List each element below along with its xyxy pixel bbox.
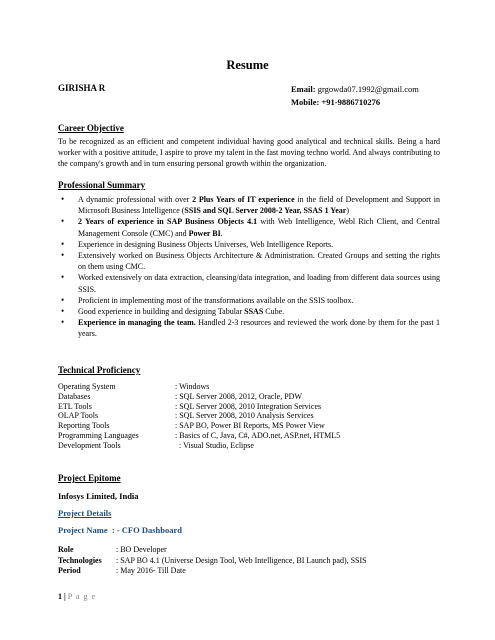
technical-heading: Technical Proficiency (58, 365, 141, 375)
contact-block (291, 83, 419, 109)
list-item: • 2 Years of experience in SAP Business Objects 4.1 with Web Intelligence, Webl Rich Client, and Central Management Console (CMC) and Power BI. (61, 216, 440, 238)
bullet-icon: • (61, 250, 65, 261)
project-name: Project Name : - CFO Dashboard (58, 525, 183, 535)
list-item: • Good experience in building and designing Tabular SSAS Cube. (61, 306, 285, 317)
email-line (291, 83, 419, 96)
bullet-icon: • (61, 194, 65, 204)
career-heading: Career Objective (58, 123, 124, 133)
table-row: Technologies : SAP BO 4.1 (Universe Design Tool, Web Intelligence, BI Launch pad), SSIS (58, 555, 367, 565)
table-row: Programming Languages : Basics of C, Java, C#, ADO.net, ASP.net, HTML5 (58, 430, 341, 440)
page-footer (58, 592, 96, 601)
table-row: Period : May 2016- Till Date (58, 566, 186, 575)
candidate-name: GIRISHA R (58, 83, 106, 93)
bullet-icon: • (61, 238, 65, 249)
table-row: Role : BO Developer (58, 545, 167, 554)
list-item: • Experience in designing Business Objects Universes, Web Intelligence Reports. (61, 238, 334, 249)
mobile-label: Mobile: (291, 97, 320, 107)
list-item: • Worked extensively on data extraction, cleansing/data integration, and loading from different data sources using SSIS. (61, 272, 440, 294)
mobile-line (291, 96, 419, 109)
summary-list (58, 194, 440, 340)
list-item: • Experience in managing the team. Handled 2-3 resources and reviewed the work done by them for the past 1 years. (61, 317, 440, 339)
table-row: Development Tools : Visual Studio, Eclipse (58, 440, 254, 450)
page-word: P a g e (67, 592, 97, 601)
mobile-number: +91-9886710276 (321, 97, 381, 107)
project-info (58, 545, 367, 577)
table-row: ETL Tools : SQL Server 2008, 2010 Integration Services (58, 401, 322, 411)
table-row: Databases : SQL Server 2008, 2012, Oracle, PDW (58, 391, 303, 401)
page-number: 1 (58, 592, 62, 601)
list-item: • Extensively worked on Business Objects Architecture & Administration. Created Groups and setting the rights on them using CMC. (61, 250, 440, 272)
summary-heading: Professional Summary (58, 180, 146, 190)
bullet-icon: • (61, 294, 65, 305)
technical-table (58, 382, 340, 451)
list-item: • Proficient in implementing most of the transformations available on the SSIS toolbox. (61, 294, 354, 305)
bullet-icon: • (61, 272, 65, 283)
list-item: • A dynamic professional with over 2 Plus Years of IT experience in the field of Development and Support in Microsoft Business Intelligence (SSIS and SQL Server 2008-2 Year, SSAS 1 Year) (61, 194, 441, 216)
table-row: Operating System : Windows (58, 382, 210, 391)
projects-heading: Project Epitome (58, 473, 121, 483)
career-text: To be recognized as an efficient and competent individual having good analytical and technical skills. Being a hard worker with a positive attitude, I aspire to prove my talent in the fast moving techno world. And always contributing to the company's growth and in turn ensuring personal growth within the organization. (58, 137, 440, 168)
footer-separator: | (64, 592, 66, 601)
bullet-icon: • (61, 306, 65, 317)
document-title: Resume (226, 58, 269, 72)
project-details-heading: Project Details (58, 508, 112, 518)
company-name: Infosys Limited, India (58, 491, 139, 501)
table-row: Reporting Tools : SAP BO, Power BI Reports, MS Power View (58, 421, 325, 431)
table-row: OLAP Tools : SQL Server 2008, 2010 Analysis Services (58, 411, 314, 421)
email-address[interactable]: grgowda07.1992@gmail.com (317, 84, 419, 94)
bullet-icon: • (61, 216, 65, 227)
email-label: Email: (291, 84, 316, 94)
bullet-icon: • (61, 317, 65, 328)
